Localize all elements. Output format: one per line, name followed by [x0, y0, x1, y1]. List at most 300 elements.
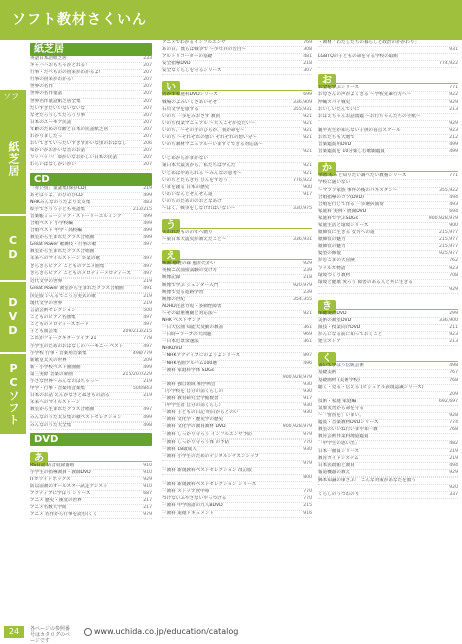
- entry-title: アニメでわかるインフルエンザ: [162, 40, 226, 45]
- entry-title: （中学生者 自分の前くらし）: [162, 403, 224, 409]
- index-entry: [30, 186, 152, 193]
- index-entry: [162, 318, 312, 325]
- entry-title: わらいばなしかいがい: [30, 162, 76, 168]
- entry-title: 未来へのマイルストーン 卒業の歌: [30, 256, 101, 262]
- index-entry: [162, 163, 312, 170]
- entry-page: 770: [303, 439, 312, 445]
- entry-page: 499: [449, 149, 458, 155]
- entry-title: LGBTQの子どもの命を守る学校の取組: [318, 54, 399, 60]
- entry-page: 207: [143, 119, 152, 125]
- entry-page: 361: [303, 339, 312, 345]
- kana-heading: か: [318, 156, 458, 172]
- entry-page: 923: [449, 127, 458, 133]
- index-entry: [30, 242, 152, 249]
- entry-page: 361: [303, 325, 312, 331]
- entry-title: あの日、僕らは戦争で ～少年兵の告白～: [162, 47, 247, 53]
- index-entry: [318, 456, 458, 463]
- entry-page: [310, 454, 312, 460]
- index-entry: [318, 378, 458, 385]
- index-entry: [162, 68, 312, 75]
- entry-title: 教育芸術作業料理道鑑賞: [318, 434, 369, 440]
- index-entry: [162, 382, 312, 389]
- entry-page: 771: [449, 173, 458, 179]
- entry-title: 石川文学を旅する: [162, 106, 199, 112]
- index-entry: [318, 209, 458, 216]
- entry-title: 書いて学ぼう伝統芸術: [318, 363, 364, 369]
- entry-title: Great Power 歌舞伎・行事の歌: [30, 242, 97, 248]
- entry-title: 小学校 行事・音楽用音楽集: [30, 350, 87, 356]
- entry-page: 209/213/215: [122, 329, 152, 335]
- entry-title: いのちとたらき方 ぴんをずむう: [162, 177, 228, 183]
- entry-list: [30, 56, 152, 170]
- entry-page: 207: [143, 112, 152, 118]
- index-entry: [162, 304, 312, 311]
- entry-title: 一教科 新規教科ベストセレクション シリーズ: [162, 482, 257, 488]
- entry-page: 930: [303, 403, 312, 409]
- index-entry: [162, 424, 312, 431]
- entry-title: いまを創る 日本の歴史: [162, 184, 210, 190]
- entry-title: おれたちも大地で: [318, 135, 355, 141]
- entry-title: NHKみんなのうたより太友集: [30, 199, 91, 205]
- entry-page: 500: [143, 308, 152, 314]
- entry-title: 一教科 教育研究全学館数習: [162, 396, 219, 402]
- entry-page: [456, 385, 458, 391]
- index-entry: [162, 261, 312, 268]
- entry-title: 技術・家庭 家庭編: [318, 398, 357, 404]
- index-entry: [30, 228, 152, 235]
- entry-title: 一教科 家庭科学体 SDGs: [162, 367, 215, 373]
- entry-title: いじめからかまかない: [162, 156, 208, 162]
- entry-page: 500/843: [132, 386, 152, 392]
- entry-title: いわいなんとせんせん道: [162, 191, 213, 197]
- entry-page: 897: [303, 353, 312, 359]
- entry-title: 一教科 しっかり守ろう インフルエンザ予防: [162, 431, 253, 437]
- entry-page: 491: [143, 285, 152, 291]
- index-entry: [162, 332, 312, 339]
- entry-title: 一教科 小学生のためのデジタルシチズンシップ: [162, 453, 260, 459]
- entry-page: 910: [143, 462, 152, 468]
- entry-page: 211: [449, 325, 458, 331]
- entry-page: 207: [143, 63, 152, 69]
- entry-page: 207: [143, 84, 152, 90]
- index-entry: [30, 221, 152, 228]
- index-entry: [30, 84, 152, 91]
- entry-page: 921: [303, 135, 312, 141]
- index-entry: [162, 283, 312, 290]
- index-entry: [162, 185, 312, 192]
- index-entry: [162, 489, 312, 496]
- index-entry: [318, 54, 458, 61]
- entry-page: 900: [303, 184, 312, 190]
- entry-title: （小学校を 自分の前くらしの: [162, 388, 224, 394]
- entry-page: 768: [449, 377, 458, 383]
- entry-title: 一日時~ラーブの大問題: [162, 332, 212, 338]
- entry-title: 音楽鑑賞用DVD: [318, 142, 352, 148]
- index-entry: [30, 400, 152, 407]
- entry-page: 308: [303, 47, 312, 53]
- entry-page: 916: [303, 510, 312, 516]
- entry-page: [310, 482, 312, 488]
- index-entry: [30, 484, 152, 491]
- entry-title: ワッハッハ！ゆかいなおかしい日本の民話: [30, 155, 118, 161]
- entry-title: がむこまの大冒険: [318, 258, 355, 264]
- entry-page: 771: [449, 85, 458, 91]
- entry-page: 930: [303, 388, 312, 394]
- index-entry: [318, 392, 458, 399]
- entry-title: 一教科 独自領域 相学例会: [162, 381, 216, 387]
- entry-page: 215/207/229: [122, 371, 152, 377]
- entry-title: 演技・授業向けDVD: [318, 325, 361, 331]
- entry-page: [456, 180, 458, 186]
- entry-title: 英語日本語紙芝居: [30, 56, 67, 61]
- entry-page: 929: [303, 261, 312, 267]
- entry-page: 930: [303, 381, 312, 387]
- entry-page: 499: [143, 228, 152, 234]
- entry-title: これがフォークギターライブ 21: [30, 336, 97, 342]
- entry-page: 207: [143, 98, 152, 104]
- entry-title: 学習 もっと知りたい調べたい教養シリーズ: [318, 173, 407, 179]
- index-entry: [318, 463, 458, 470]
- index-entry: [30, 106, 152, 113]
- entry-page: 213: [449, 339, 458, 345]
- index-entry: [162, 128, 312, 135]
- entry-page: 925,977: [439, 251, 458, 257]
- entry-title: 映像記録: [162, 275, 181, 281]
- entry-title: きらきらピアノ こどものアニメ曲集: [30, 263, 105, 269]
- entry-page: 929: [449, 120, 458, 126]
- index-entry: [30, 294, 152, 301]
- index-entry: [318, 385, 458, 392]
- entry-title: つけないふやさないやっつける: [162, 496, 227, 502]
- entry-title: 「赤い鳥」童謡集(保存CD): [30, 185, 87, 191]
- index-entry: [318, 121, 458, 128]
- sidebar-section-cd[interactable]: CD: [0, 216, 26, 280]
- entry-title: おいてきていったいすきすかいな虫のおはなし: [30, 141, 127, 147]
- entry-title: ～ぼく、戦争をしなければいない～: [162, 205, 236, 211]
- index-entry: [30, 207, 152, 214]
- entry-title: 家庭科 実例・展開DVD: [318, 208, 367, 214]
- sidebar-section-pc-software[interactable]: PCソフト: [0, 354, 26, 434]
- entry-page: 923: [449, 265, 458, 271]
- index-entry: [30, 379, 152, 386]
- index-entry: [30, 63, 152, 70]
- entry-title: 絵手でさうう子ども英語集: [30, 206, 86, 212]
- index-entry: [30, 308, 152, 315]
- entry-page: 207: [143, 148, 152, 154]
- entry-title: 行事の由来がわかる！: [30, 77, 76, 83]
- entry-title: 子ども演芸集: [30, 329, 58, 335]
- entry-page: 219: [143, 278, 152, 284]
- entry-page: 215,977: [439, 244, 458, 250]
- index-entry: [318, 363, 458, 370]
- index-entry: [318, 188, 458, 195]
- index-entry: [318, 449, 458, 456]
- index-entry: [30, 358, 152, 365]
- entry-title: 郵本知識の扉さぶ！ こんな対策があなたを救う: [318, 477, 416, 483]
- index-entry: [318, 92, 458, 99]
- footer-url[interactable]: [84, 627, 238, 636]
- sidebar-section-kamishibai[interactable]: 紙芝居: [0, 104, 26, 214]
- index-entry: [318, 339, 458, 346]
- entry-title: 一教科 子どもの日記 明日からとのい: [162, 410, 239, 416]
- entry-title: 近代文学の世界: [30, 278, 63, 284]
- index-entry: [318, 441, 458, 448]
- entry-title: くらしのうつわのり: [318, 492, 360, 498]
- index-entry: [30, 329, 152, 336]
- entry-title: だいすきだいいないないな: [30, 105, 86, 111]
- entry-title: ～東日本大震災が教えたこと～: [162, 237, 227, 243]
- page-header: [0, 0, 462, 40]
- index-entry: [30, 113, 152, 120]
- entry-title: 小学生の指導教員・教師DVD: [30, 469, 91, 475]
- entry-page: 499: [143, 414, 152, 420]
- entry-page: 206: [143, 141, 152, 147]
- index-entry: [318, 195, 458, 202]
- entry-title: いのち授業マニュアル ～大人こそが見たい～: [162, 120, 256, 126]
- page-number: 24: [4, 626, 24, 638]
- index-entry: [30, 491, 152, 498]
- entry-page: 770: [303, 489, 312, 495]
- entry-title: アニメ 歴史・漢変の世界: [30, 498, 82, 504]
- index-entry: [162, 290, 312, 297]
- entry-page: [456, 280, 458, 286]
- entry-title: 日本のユーモア民話: [30, 119, 72, 125]
- footer-url-text[interactable]: www.uchida.co.jp/education/catalog: [94, 627, 239, 636]
- index-entry: [30, 99, 152, 106]
- index-entry: [318, 485, 458, 492]
- entry-title: 映像で学ぶ ジェンダー入門: [162, 282, 219, 288]
- entry-page: 498: [143, 422, 152, 428]
- entry-page: 336,931: [293, 237, 312, 243]
- index-entry: [318, 142, 458, 149]
- index-entry: [30, 271, 152, 278]
- entry-title: いのちのためののおとなあげ: [162, 198, 222, 204]
- entry-page: 776,922: [293, 177, 312, 183]
- entry-page: 497: [143, 322, 152, 328]
- entry-page: 354,355: [293, 296, 312, 302]
- entry-title: アニメ名数天学問: [30, 505, 67, 511]
- globe-icon: [84, 628, 92, 636]
- entry-title: 学校に通いない: [318, 180, 351, 186]
- index-entry: [30, 407, 152, 414]
- entry-title: 歌舞伎の魅力: [318, 244, 346, 250]
- index-entry: [318, 273, 458, 280]
- index-entry: [162, 268, 312, 275]
- index-entry: [30, 162, 152, 169]
- entry-list: [318, 363, 458, 499]
- entry-page: 483: [143, 199, 152, 205]
- index-column-3: [318, 40, 458, 499]
- index-entry: [318, 230, 458, 237]
- index-entry: [318, 47, 458, 54]
- entry-page: 497: [143, 263, 152, 269]
- index-entry: [162, 297, 312, 304]
- entry-page: 499: [143, 220, 152, 226]
- entry-list: [318, 173, 458, 294]
- index-entry: [30, 386, 152, 393]
- index-entry: [318, 406, 458, 413]
- entry-title: 基礎美術: [318, 370, 337, 376]
- section-header-kamishibai: 紙芝居: [30, 43, 152, 56]
- index-entry: [318, 202, 458, 209]
- index-entry: [162, 178, 312, 185]
- entry-title: 合唱ベスト 小学校編: [30, 220, 73, 226]
- entry-page: 920: [449, 484, 458, 490]
- index-entry: [162, 339, 312, 346]
- entry-page: 692,697: [439, 398, 458, 404]
- index-entry: [30, 56, 152, 63]
- entry-title: 歌舞伎に生きる 女方への道: [318, 230, 375, 236]
- index-entry: [30, 286, 152, 293]
- entry-title: 教室から生まれたクラス合唱曲: [30, 249, 95, 255]
- entry-page: 481: [303, 54, 312, 60]
- entry-page: 694: [449, 208, 458, 214]
- index-entry: [318, 332, 458, 339]
- index-entry: [30, 463, 152, 470]
- entry-page: 922: [449, 92, 458, 98]
- index-entry: [30, 235, 152, 242]
- entry-title: 一日大伝曲 知能大変動の教書: [162, 325, 224, 331]
- entry-page: 207: [143, 70, 152, 76]
- index-column-1: [30, 40, 152, 519]
- index-entry: [318, 492, 458, 499]
- entry-page: 929: [449, 469, 458, 475]
- page-title: ソフト教材さくいん: [12, 12, 147, 28]
- entry-title: 一教科 新規教科ベストセレクション 改訂版: [162, 467, 252, 473]
- index-entry: [162, 54, 312, 61]
- entry-page: 217: [143, 505, 152, 511]
- entry-page: 921: [303, 120, 312, 126]
- index-entry: [318, 478, 458, 485]
- index-entry: [318, 244, 458, 251]
- entry-title: 教育ガイドシステム: [318, 455, 359, 461]
- entry-title: 髪型の修復: [318, 251, 341, 257]
- index-entry: [162, 461, 312, 468]
- entry-page: 921: [303, 149, 312, 155]
- entry-title: 防以前教のオールスター試走アシスト: [30, 483, 108, 489]
- entry-page: 307: [303, 68, 312, 74]
- index-entry: [318, 287, 458, 294]
- entry-page: 917: [303, 396, 312, 402]
- index-entry: [318, 61, 458, 68]
- entry-title: みんなのうた大全集: [30, 422, 72, 428]
- entry-title: おいしいたんていに: [318, 106, 360, 112]
- entry-page: 499: [143, 192, 152, 198]
- section-header-cd: CD: [30, 173, 152, 186]
- entry-page: [456, 406, 458, 412]
- index-entry: [162, 47, 312, 54]
- entry-page: 207: [143, 134, 152, 140]
- kana-heading: あ: [30, 446, 152, 462]
- index-entry: [162, 403, 312, 410]
- entry-page: 921: [303, 310, 312, 316]
- entry-page: [310, 156, 312, 162]
- section-header-dvd: DVD: [30, 433, 152, 446]
- entry-page: 499: [143, 235, 152, 241]
- index-entry: [162, 135, 312, 142]
- index-entry: [30, 322, 152, 329]
- index-entry: [162, 192, 312, 199]
- sidebar-tab-label: ソフ: [0, 90, 26, 104]
- entry-title: なぜだろうしてだろうり事: [30, 112, 86, 118]
- index-entry: [318, 114, 458, 121]
- entry-list: [318, 311, 458, 346]
- entry-title: ライルズ物語: [318, 265, 346, 271]
- entry-title: 歌舞伎の魅力: [318, 237, 346, 243]
- entry-page: 979: [303, 460, 312, 466]
- entry-page: 929: [143, 476, 152, 482]
- index-entry: [162, 40, 312, 47]
- entry-page: 921: [303, 113, 312, 119]
- entry-title: 保健実習DVD: [318, 310, 347, 316]
- entry-page: 930: [303, 410, 312, 416]
- index-entry: [162, 375, 312, 382]
- entry-title: 合唱を行じて作る 一歩選択演奏: [318, 201, 384, 207]
- entry-title: がんになる前に知っておくこと: [318, 332, 383, 338]
- entry-page: [310, 304, 312, 310]
- entry-page: [310, 230, 312, 236]
- entry-page: 499: [449, 142, 458, 148]
- entry-title: 音楽鑑賞を 10分楽しむ歌劇鑑賞: [318, 149, 386, 155]
- entry-page: [456, 54, 458, 60]
- entry-page: 497: [143, 343, 152, 349]
- entry-title: 親や先生が知らない子供の盲点スクール: [318, 127, 401, 133]
- entry-page: 769: [303, 40, 312, 45]
- index-entry: [30, 249, 152, 256]
- index-entry: [162, 100, 312, 107]
- index-entry: [318, 40, 458, 47]
- entry-title: 映像で見る進路学習: [162, 289, 204, 295]
- entry-title: RS日記 防音収録番組: [30, 462, 75, 468]
- entry-title: いじめはやめられる ～みんなの思考～: [162, 170, 242, 176]
- index-entry: [162, 440, 312, 447]
- entry-page: 687: [143, 491, 152, 497]
- kana-heading: え: [162, 244, 312, 260]
- entry-title: 映画 感性の森 風がたかい: [162, 261, 216, 267]
- entry-page: 207: [143, 105, 152, 111]
- entry-title: 戦場のよみいくさあいそせ: [162, 99, 218, 105]
- entry-page: 207: [143, 126, 152, 132]
- index-entry: [30, 498, 152, 505]
- entry-page: 498: [449, 363, 458, 369]
- entry-title: いのち 一歩をみおさす 教員: [162, 113, 221, 119]
- entry-page: 900,928,979: [282, 374, 312, 380]
- entry-title: NHKDVD: [162, 346, 183, 352]
- entry-page: 778: [143, 336, 152, 342]
- entry-page: 493: [449, 201, 458, 207]
- index-entry: [318, 237, 458, 244]
- index-entry: [30, 127, 152, 134]
- index-entry: [30, 141, 152, 148]
- entry-page: 979: [303, 431, 312, 437]
- entry-title: 英検ニ次面接試験の受け方: [162, 268, 218, 274]
- entry-page: [456, 114, 458, 120]
- entry-page: 929: [449, 286, 458, 292]
- entry-page: 494: [449, 462, 458, 468]
- index-entry: [162, 454, 312, 461]
- entry-page: 497: [143, 315, 152, 321]
- index-entry: [162, 107, 312, 114]
- entry-page: 929: [449, 99, 458, 105]
- sidebar-section-dvd[interactable]: DVD: [0, 282, 26, 352]
- entry-title: 合唱指導のコツ(DVD): [318, 194, 364, 200]
- entry-title: NHK ベストヤング: [162, 318, 201, 323]
- entry-page: 979: [143, 512, 152, 518]
- index-entry: [30, 423, 152, 430]
- index-entry: [162, 237, 312, 244]
- entry-page: 207: [143, 162, 152, 168]
- entry-title: ギャハハおもちゃがとれる！: [30, 63, 90, 69]
